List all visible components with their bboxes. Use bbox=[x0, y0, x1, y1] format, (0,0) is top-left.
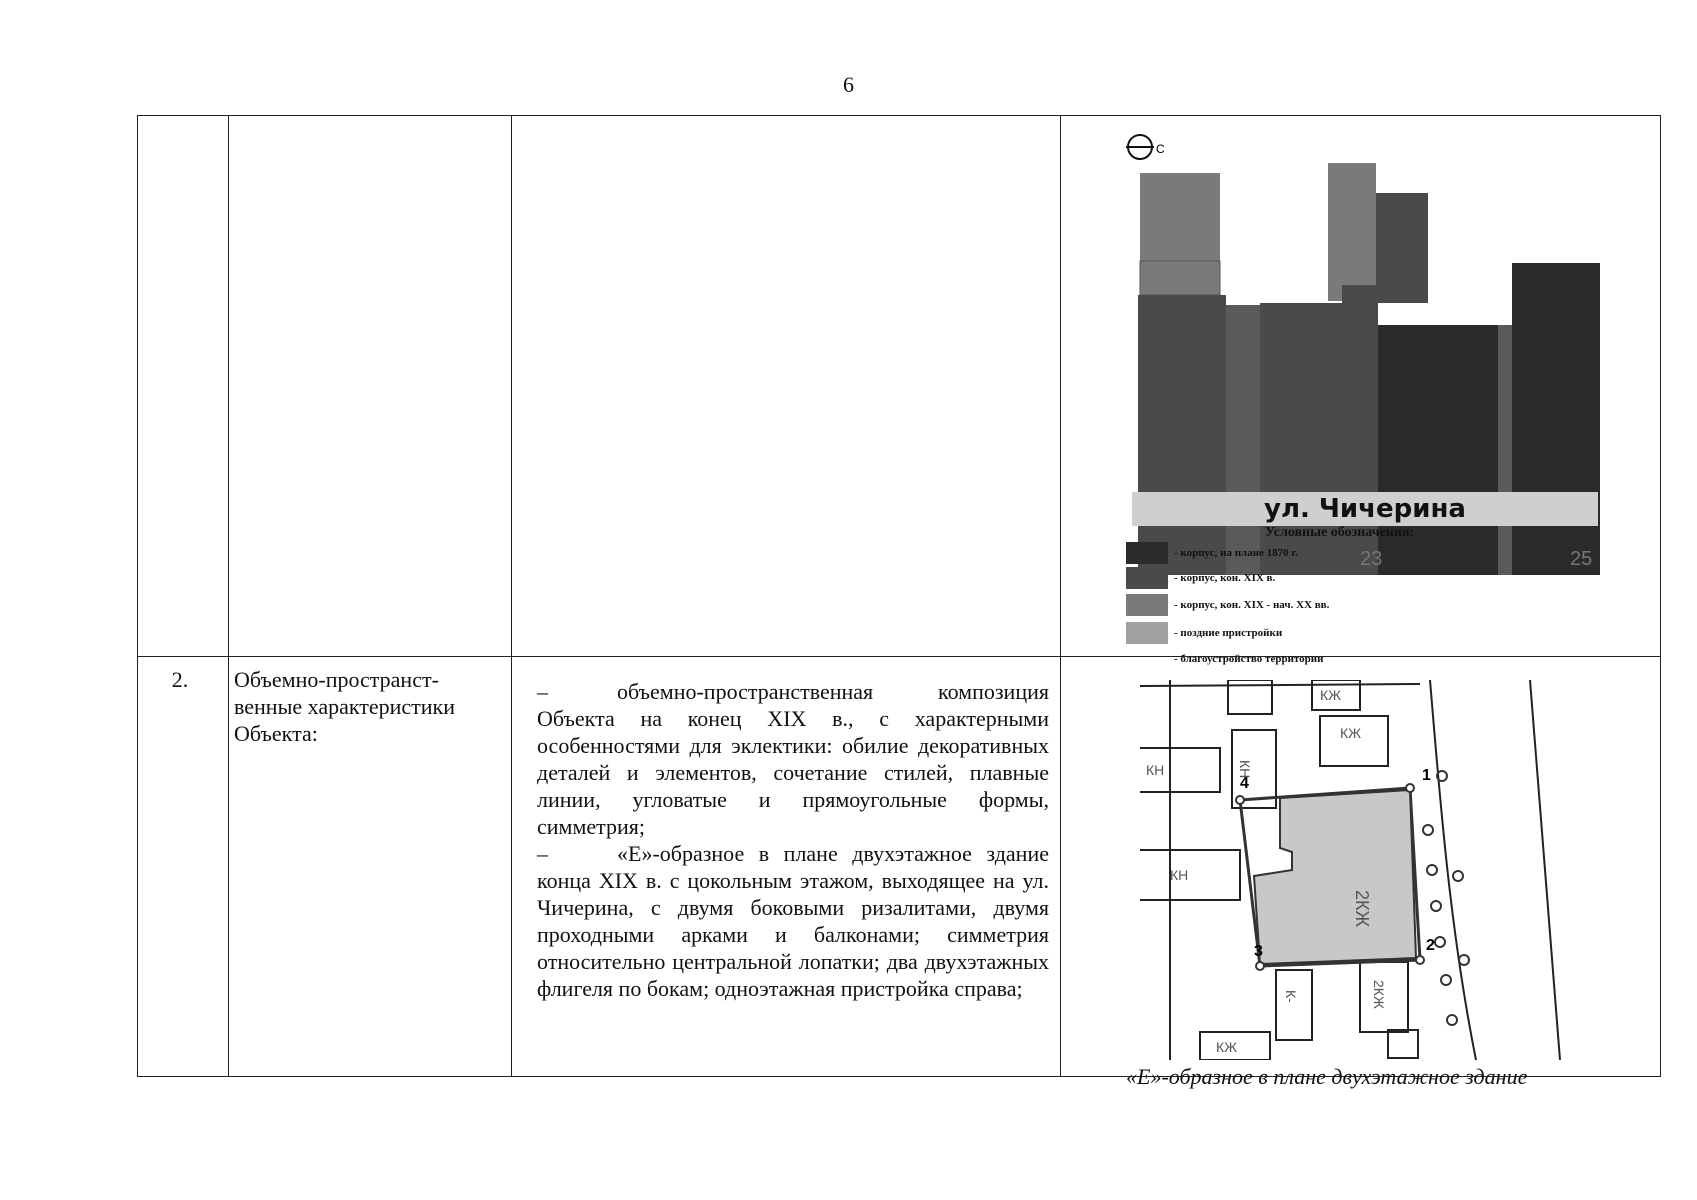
building-label: КН bbox=[1170, 867, 1189, 883]
legend-item bbox=[1126, 567, 1275, 589]
legend-title: Условные обозначения: bbox=[1265, 525, 1415, 540]
row-number: 2. bbox=[171, 667, 189, 692]
row-name-line: венные характеристики bbox=[234, 694, 456, 719]
point-label: 2 bbox=[1426, 937, 1435, 954]
building-label: КЖ bbox=[1340, 725, 1362, 741]
row-name-line: Объекта: bbox=[234, 721, 318, 746]
point-label: 3 bbox=[1254, 943, 1263, 960]
building-label: 2КЖ bbox=[1371, 980, 1387, 1009]
street-label: ул. Чичерина bbox=[1132, 492, 1598, 526]
row-name-line: Объемно-пространст- bbox=[234, 667, 439, 692]
legend-label: - корпус, кон. XIX в. bbox=[1174, 572, 1276, 584]
legend-item bbox=[1126, 622, 1282, 644]
building-block bbox=[1138, 295, 1226, 575]
description-text: объемно-пространственная композиция Объекта на конец XIX в., с характерными особенностями для эклектики: обилие декоративных деталей и элементов, сочетание стилей, плавные линии, угловатые и прямоугольные формы, симметрия; bbox=[537, 679, 1049, 839]
row-name bbox=[234, 666, 504, 747]
legend-swatch bbox=[1126, 594, 1168, 616]
site-plan-caption: «Е»-образное в плане двухэтажное здание bbox=[1126, 1064, 1528, 1089]
building-block bbox=[1226, 305, 1260, 575]
point-label: 4 bbox=[1240, 775, 1249, 792]
legend-item bbox=[1126, 542, 1298, 564]
column-divider bbox=[511, 116, 512, 1076]
building-label: КЖ bbox=[1320, 687, 1342, 703]
house-number: 25 bbox=[1570, 548, 1593, 570]
point-label: 1 bbox=[1422, 767, 1431, 784]
building-label: КЖ bbox=[1216, 1039, 1238, 1055]
column-divider bbox=[228, 116, 229, 1076]
building-block bbox=[1328, 163, 1376, 301]
description-item bbox=[537, 678, 1049, 840]
legend-item bbox=[1126, 594, 1329, 616]
house-number: 23 bbox=[1360, 548, 1383, 570]
page-number: 6 bbox=[843, 72, 854, 97]
site-plan bbox=[1140, 680, 1590, 1060]
building-label: К- bbox=[1283, 990, 1299, 1003]
legend-swatch bbox=[1126, 648, 1168, 670]
building-label: КН bbox=[1237, 760, 1253, 779]
legend-swatch bbox=[1126, 567, 1168, 589]
building-block bbox=[1140, 261, 1220, 295]
legend-label: - благоустройство территории bbox=[1174, 653, 1324, 665]
legend-swatch bbox=[1126, 542, 1168, 564]
description-item bbox=[537, 840, 1049, 1002]
legend-label: - поздние пристройки bbox=[1174, 627, 1283, 639]
dash-marker: – bbox=[537, 679, 548, 704]
north-label: С bbox=[1156, 142, 1165, 156]
legend-label: - корпус, кон. XIX - нач. XX вв. bbox=[1174, 599, 1330, 611]
e-shaped-building bbox=[1254, 790, 1416, 964]
description-text: «Е»-образное в плане двухэтажное здание конца XIX в. с цокольным этажом, выходящее на ул. Чичерина, с двумя боковыми ризалитами, двумя проходными арками и балконами; симметрия относительно центральной лопатки; два двухэтажных флигеля по бокам; одноэтажная пристройка справа; bbox=[537, 841, 1049, 1001]
building-block bbox=[1512, 263, 1600, 575]
legend-swatch bbox=[1126, 622, 1168, 644]
building-block bbox=[1140, 173, 1220, 261]
building-label: КН bbox=[1146, 762, 1165, 778]
dash-marker: – bbox=[537, 841, 548, 866]
building-block bbox=[1376, 193, 1428, 303]
building-label: 2КЖ bbox=[1352, 890, 1372, 928]
legend-label: - корпус, на плане 1870 г. bbox=[1174, 547, 1298, 559]
legend-item bbox=[1126, 648, 1323, 670]
row-description bbox=[537, 678, 1049, 1002]
